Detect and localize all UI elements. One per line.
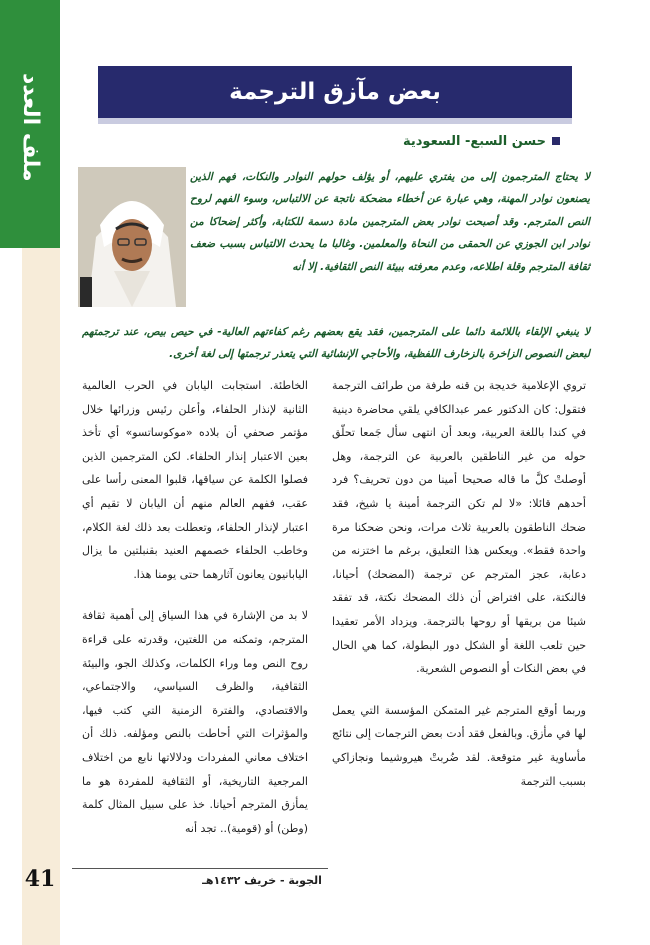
section-label: ملف العدد (18, 72, 43, 182)
page-number: 41 (24, 866, 56, 892)
intro-paragraph: لا يحتاج المترجمون إلى من يفتري عليهم، أو يؤلف حولهم النوادر والنكات، فهم الذين يصنعون نوادر المهنة، وهي عبارة عن أخطاء مضحكة ناتجة عن الالتباس، وسوء الفهم لروح النص المترجم. وقد أصبحت نوادر بعض المترجمين مادة دسمة للكتابة، وأكثر إضحاكا من نوادر ابن الجوزي عن الحمقى من النحاة والمعلمين. وغالبا ما يحدث الالتباس بسبب ضعف ثقافة المترجم وقلة اطلاعه، وعدم معرفته ببيئة النص الثقافية. إلا أنه (190, 171, 590, 273)
article-column-left (82, 374, 308, 858)
intro-paragraph-continued: لا ينبغي الإلقاء باللائمة دائما على المترجمين، فقد يقع بعضهم رغم كفاءتهم العالية- في حيص بيص، عند ترجمتهم لبعض النصوص الزاخرة بالزخارف اللفظية، والأحاجي الإنشائية التي يتعذر ترجمتها إلى لغة أخرى. (82, 326, 590, 361)
body-paragraph: وربما أوقع المترجم غير المتمكن المؤسسة التي يعمل لها في مأزق. وبالفعل فقد أدت بعض الترجمات إلى نتائج مأساوية غير متوقعة. لقد ضُربتْ هيروشيما ونجازاكي بسبب الترجمة (332, 703, 586, 788)
author-portrait-icon (78, 167, 186, 307)
title-banner (98, 66, 572, 118)
author-photo (78, 167, 186, 307)
square-bullet-icon (552, 137, 560, 145)
footer-divider (72, 868, 328, 869)
section-band (0, 0, 60, 248)
author-line (403, 134, 560, 149)
body-paragraph: لا بد من الإشارة في هذا السياق إلى أهمية ثقافة المترجم، وتمكنه من اللغتين، وقدرته على قراءة روح النص وما وراء الكلمات، وكذلك الجو، والبيئة الثقافية، والظرف السياسي، والاجتماعي، والاقتصادي، والفترة الزمنية التي كتب فيها، والمؤثرات التي أحاطت بالنص ومؤلفه. ذلك أن اختلاف معاني المفردات ودلالاتها نابع من اختلاف المرجعية التاريخية، أو الثقافية للمفردة هو ما يمأزق المترجم أحيانا. خذ على سبيل المثال كلمة (وطن) أو (قومية).. تجد أنه (82, 609, 308, 835)
article-column-right (332, 374, 586, 811)
article-title: بعض مآزق الترجمة (229, 79, 441, 105)
page-number-strip (22, 248, 60, 945)
author-name: حسن السبع- السعودية (403, 134, 546, 149)
body-paragraph: الخاطئة. استجابت اليابان في الحرب العالمية الثانية لإنذار الحلفاء، وأعلن رئيس وزرائها خلال مؤتمر صحفي أن بلاده «موكوساتسو» أي تأخذ بعين الاعتبار إنذار الحلفاء. لكن المترجمين الذين فصلوا الكلمة عن سياقها، قلبوا المعنى رأسا على عقب، ففهم العالم منهم أن اليابان لا تقيم أي اعتبار لإنذار الحلفاء، وتعطلت بعد ذلك لغة الكلام، وخاطب الحلفاء خصمهم العنيد بقنبلتين ما يزال اليابانيون يعانون آثارهما حتى يومنا هذا. (82, 379, 308, 581)
footer-issue: الجوبة - خريف ١٤٣٢هـ (202, 874, 322, 887)
body-paragraph: تروي الإعلامية خديجة بن قنه طرفة من طرائف الترجمة فتقول: كان الدكتور عمر عبدالكافي يلقي محاضرة دينية في كندا باللغة العربية، وبعد أن انتهى سأل جَمعا تحلّق حوله من غير الناطقين بالعربية عن الترجمة، وهل أوصلتْ كلَّ ما قاله صحيحا أمينا من دون تحريف؟ فرد أحدهم قائلا: «لا لم تكن الترجمة أمينة يا شيخ، فقد ضحك الناطقون بالعربية ثلاث مرات، ونحن ضحكنا مرة واحدة فقط». ويعكس هذا التعليق، برغم ما اختزنه من دعابة، عجز المترجم عن ترجمة (المضحك) أحيانا، فالنكتة، على افتراض أن ذلك المضحك نكتة، قد تفقد شيئا من بريقها أو روحها بالترجمة. ويزداد الأمر تعقيدا حين تلعب اللغة أو الشكل دور البطولة، كما هي الحال في بعض النكات أو النصوص الشعرية. (332, 379, 586, 676)
